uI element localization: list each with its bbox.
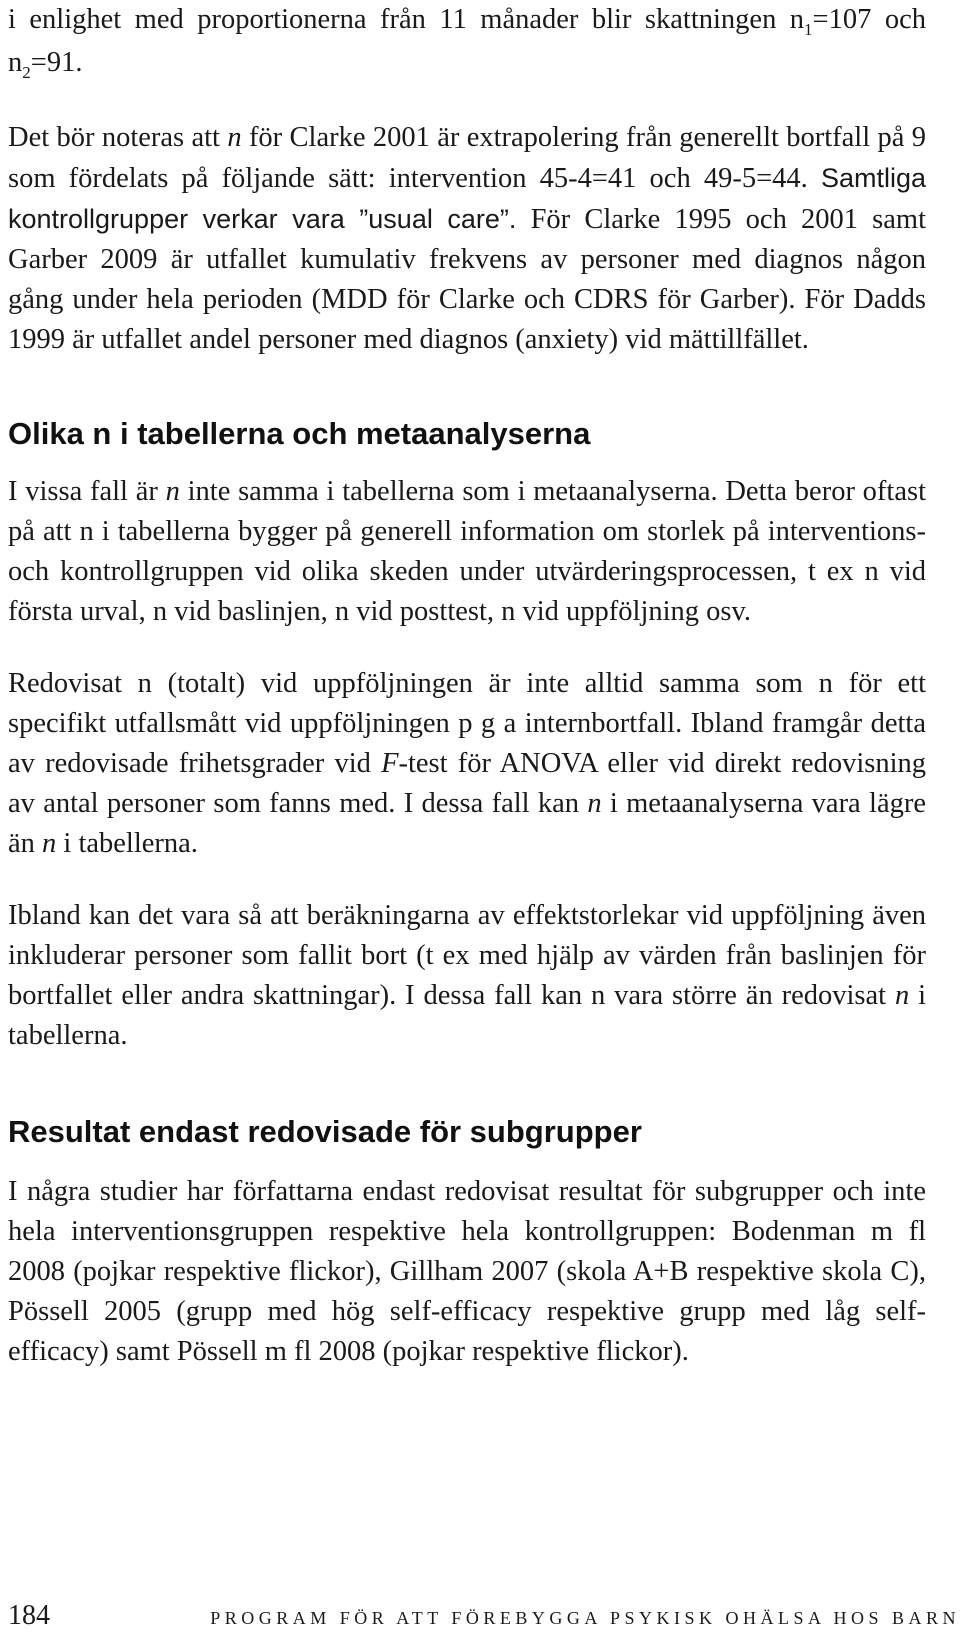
- paragraph-effektstorlekar: [8, 896, 926, 1056]
- section-heading-subgrupper: Resultat endast redovisade för subgrupper: [8, 1114, 642, 1149]
- text: Samtliga kontrollgrupper verkar vara ”usual care”.: [8, 163, 926, 234]
- page-number: 184: [8, 1600, 50, 1631]
- text: Ibland kan det vara så att beräkningarna av effektstorlekar vid uppföljning även inkluderar personer som fallit bort (t ex med hjälp av värden från baslinjen för bortfallet eller andra skattningar). I dessa fall kan n vara större än redovisat: [8, 900, 926, 1011]
- text: för Clarke 2001 är extrapolering från generellt bortfall på 9 som fördelats på följande sätt: intervention 45-4=41 och 49-5=44.: [8, 122, 926, 194]
- paragraph-clarke-note: [8, 118, 926, 360]
- text: i tabellerna.: [8, 980, 926, 1051]
- text: För Clarke 1995 och 2001 samt Garber 2009 är utfallet kumulativ frekvens av personer med diagnos någon gång under hela perioden (MDD för Clarke och CDRS för Garber). För Dadds 1999 är utfallet andel personer med diagnos (anxiety) vid mättillfället.: [8, 204, 926, 355]
- italic-n: n: [42, 828, 57, 859]
- text: Det bör noteras att: [8, 122, 228, 153]
- subscript: 1: [804, 20, 813, 39]
- spacer: [8, 632, 926, 664]
- italic-n: n: [227, 122, 242, 153]
- text: i enlighet med proportionerna från 11 månader blir skattningen n: [8, 4, 805, 35]
- paragraph-redovisat-n: [8, 664, 926, 864]
- paragraph-olika-n: [8, 472, 926, 632]
- italic-n: n: [894, 980, 910, 1011]
- page-footer: [8, 1600, 960, 1632]
- text: I vissa fall är: [8, 476, 166, 507]
- spacer: [8, 360, 926, 414]
- text: =107 och n: [8, 4, 926, 78]
- spacer: [8, 454, 926, 472]
- text: inte samma i tabellerna som i metaanalyserna. Detta beror oftast på att n i tabellerna bygger på generell information om storlek på interventions- och kontrollgruppen vid olika skeden under utvärderingsprocessen, t ex n vid första urval, n vid baslinjen, n vid posttest, n vid uppföljning osv.: [8, 476, 927, 627]
- spacer: [8, 1056, 926, 1112]
- spacer: [8, 864, 926, 896]
- text: i metaanalyserna vara lägre än: [8, 788, 926, 859]
- running-title: PROGRAM FÖR ATT FÖREBYGGA PSYKISK OHÄLSA HOS BARN: [210, 1608, 960, 1628]
- spacer: [8, 1152, 926, 1172]
- section-heading-olika-n: Olika n i tabellerna och metaanalyserna: [8, 416, 591, 451]
- spacer: [8, 86, 926, 118]
- subscript: 2: [22, 63, 31, 82]
- italic-f: F: [381, 748, 399, 779]
- page-content: [8, 0, 926, 1372]
- italic-n: n: [587, 788, 602, 819]
- text: =91.: [30, 47, 83, 78]
- italic-n: n: [165, 476, 180, 507]
- paragraph-subgrupper: I några studier har författarna endast redovisat resultat för subgrupper och inte hela interventionsgruppen respektive hela kontrollgruppen: Bodenman m fl 2008 (pojkar respektive flickor), Gillham 2007 (skola A+B respektive skola C), Pössell 2005 (grupp med hög self-efficacy respektive grupp med låg self-efficacy) samt Pössell m fl 2008 (pojkar respektive flickor).: [8, 1176, 926, 1367]
- text: -test för ANOVA eller vid direkt redovisning av antal personer som fanns med. I dessa fall kan: [8, 748, 927, 819]
- text: Redovisat n (totalt) vid uppföljningen är inte alltid samma som n för ett specifikt utfallsmått vid uppföljningen p g a internbortfall. Ibland framgår detta av redovisade frihetsgrader vid: [8, 668, 926, 779]
- paragraph-sample-size: [8, 0, 926, 86]
- text: i tabellerna.: [56, 828, 198, 859]
